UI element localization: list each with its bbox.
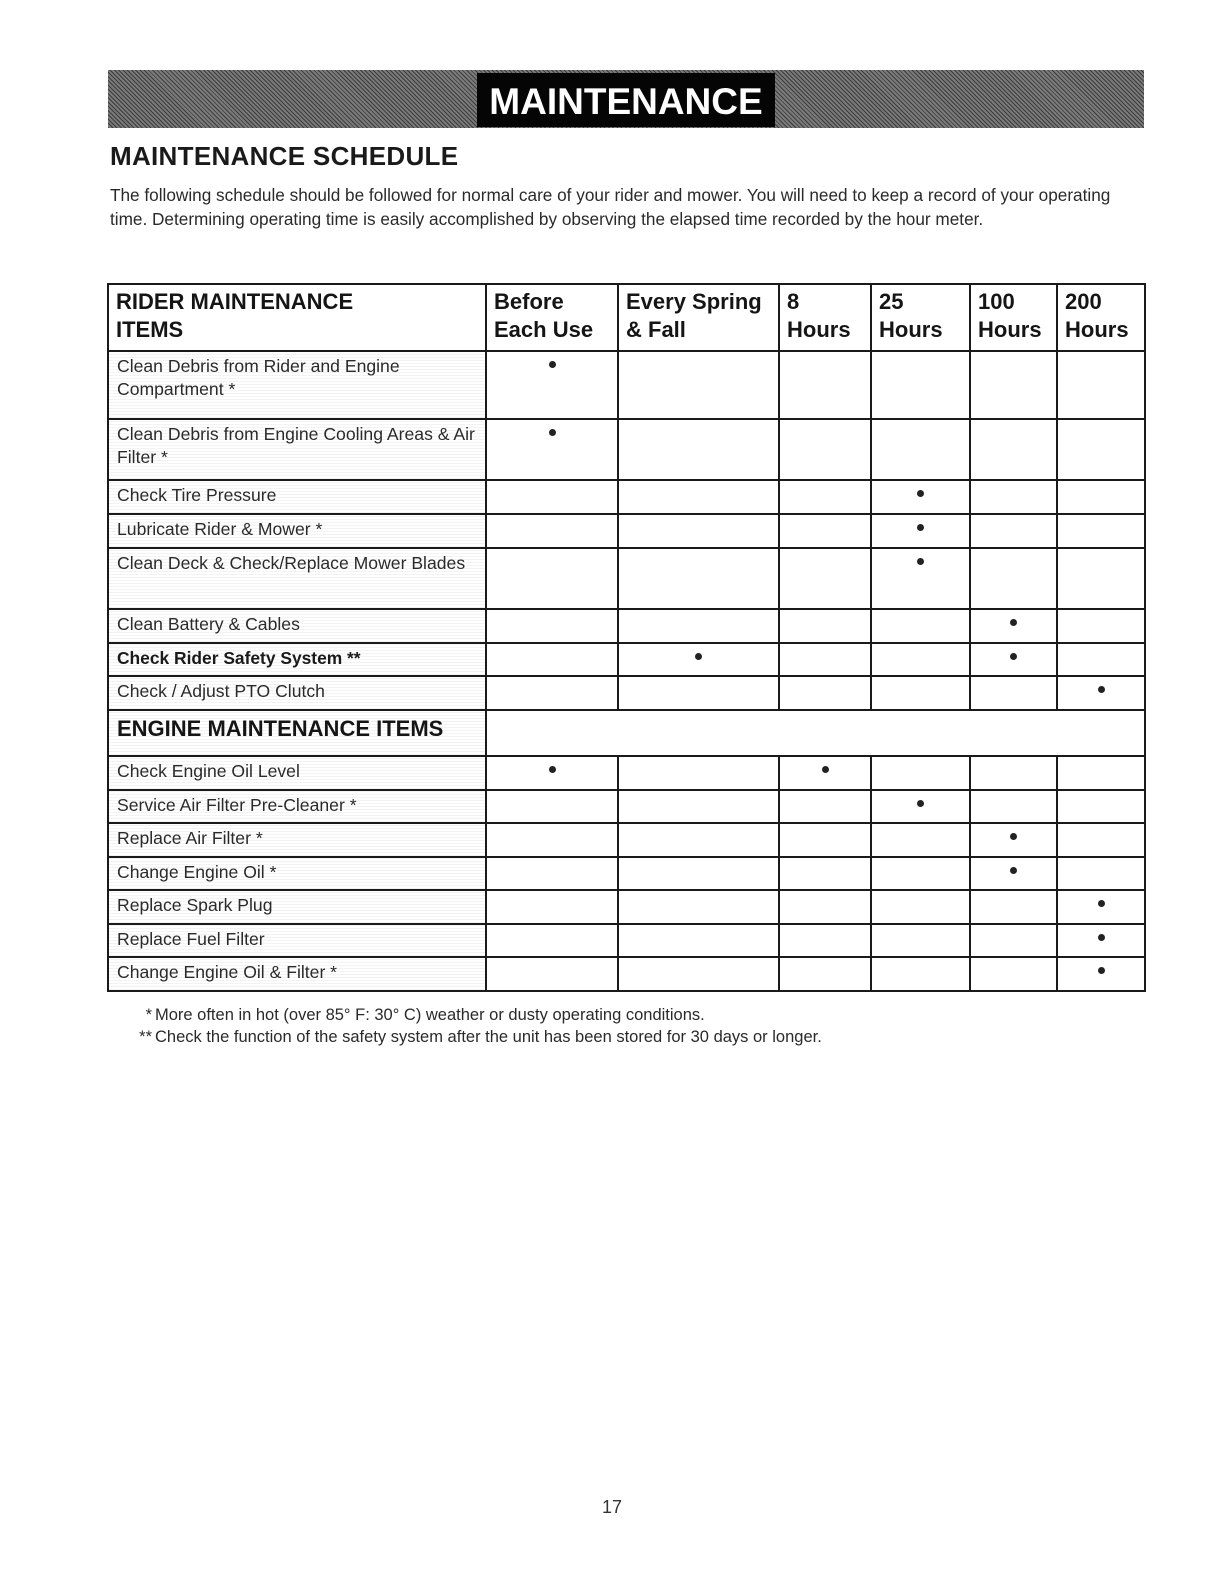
rider-mark-cell xyxy=(618,548,779,609)
engine-mark-cell xyxy=(486,823,618,857)
rider-mark-cell xyxy=(970,643,1057,676)
engine-item-label: Replace Fuel Filter xyxy=(108,924,486,957)
engine-mark-cell xyxy=(871,957,970,991)
bullet-mark-icon xyxy=(1010,619,1017,626)
rider-item-label: Clean Battery & Cables xyxy=(108,609,486,643)
engine-mark-cell xyxy=(1057,790,1145,823)
header-col-3-line-1: 8 xyxy=(787,289,800,314)
footnotes xyxy=(130,1004,822,1048)
engine-mark-cell xyxy=(779,823,871,857)
rider-mark-cell xyxy=(1057,676,1145,710)
rider-mark-cell xyxy=(970,609,1057,643)
engine-group-title: ENGINE MAINTENANCE ITEMS xyxy=(108,710,486,756)
rider-mark-cell xyxy=(486,643,618,676)
footnote-1-mark: * xyxy=(145,1006,152,1024)
table-row xyxy=(108,756,1145,790)
rider-mark-cell xyxy=(486,514,618,548)
header-every-spring-fall xyxy=(618,284,779,351)
engine-mark-cell xyxy=(618,957,779,991)
table-row xyxy=(108,890,1145,924)
engine-mark-cell xyxy=(970,857,1057,890)
table-row xyxy=(108,857,1145,890)
rider-mark-cell xyxy=(1057,419,1145,480)
header-25-hours xyxy=(871,284,970,351)
bullet-mark-icon xyxy=(1098,967,1105,974)
header-before-each-use xyxy=(486,284,618,351)
engine-mark-cell xyxy=(779,790,871,823)
bullet-mark-icon xyxy=(822,766,829,773)
engine-mark-cell xyxy=(486,857,618,890)
engine-mark-cell xyxy=(486,790,618,823)
section-heading: MAINTENANCE SCHEDULE xyxy=(110,141,459,171)
engine-mark-cell xyxy=(1057,857,1145,890)
engine-mark-cell xyxy=(970,957,1057,991)
bullet-mark-icon xyxy=(1010,653,1017,660)
rider-item-label: Check / Adjust PTO Clutch xyxy=(108,676,486,710)
header-200-hours xyxy=(1057,284,1145,351)
header-items-line-1: RIDER MAINTENANCE xyxy=(116,289,354,314)
bullet-mark-icon xyxy=(1098,686,1105,693)
header-col-2-line-1: Every Spring xyxy=(626,289,762,314)
engine-mark-cell xyxy=(779,924,871,957)
engine-mark-cell xyxy=(1057,957,1145,991)
engine-mark-cell xyxy=(871,756,970,790)
header-col-6-line-1: 200 xyxy=(1065,289,1102,314)
rider-mark-cell xyxy=(486,609,618,643)
header-8-hours xyxy=(779,284,871,351)
engine-mark-cell xyxy=(486,756,618,790)
header-100-hours xyxy=(970,284,1057,351)
engine-mark-cell xyxy=(1057,756,1145,790)
rider-item-label: Clean Deck & Check/Replace Mower Blades xyxy=(108,548,486,609)
rider-mark-cell xyxy=(486,676,618,710)
bullet-mark-icon xyxy=(917,800,924,807)
rider-item-label: Clean Debris from Engine Cooling Areas & Air Filter * xyxy=(108,419,486,480)
bullet-mark-icon xyxy=(917,490,924,497)
header-col-1-line-2: Each Use xyxy=(494,317,594,342)
engine-mark-cell xyxy=(486,890,618,924)
rider-mark-cell xyxy=(970,351,1057,419)
engine-mark-cell xyxy=(618,790,779,823)
engine-mark-cell xyxy=(970,823,1057,857)
rider-mark-cell xyxy=(486,419,618,480)
footnote-2 xyxy=(130,1026,822,1048)
rider-mark-cell xyxy=(970,419,1057,480)
rider-mark-cell xyxy=(871,514,970,548)
rider-mark-cell xyxy=(618,514,779,548)
rider-mark-cell xyxy=(871,643,970,676)
rider-mark-cell xyxy=(970,514,1057,548)
rider-mark-cell xyxy=(779,480,871,514)
engine-mark-cell xyxy=(871,857,970,890)
rider-mark-cell xyxy=(779,548,871,609)
engine-mark-cell xyxy=(1057,924,1145,957)
table-row xyxy=(108,419,1145,480)
header-items xyxy=(108,284,486,351)
engine-item-label: Replace Air Filter * xyxy=(108,823,486,857)
header-col-4-line-2: Hours xyxy=(879,317,943,342)
engine-mark-cell xyxy=(970,756,1057,790)
engine-mark-cell xyxy=(779,890,871,924)
engine-mark-cell xyxy=(1057,823,1145,857)
engine-mark-cell xyxy=(779,957,871,991)
rider-mark-cell xyxy=(779,351,871,419)
rider-mark-cell xyxy=(1057,514,1145,548)
rider-mark-cell xyxy=(618,676,779,710)
engine-mark-cell xyxy=(871,790,970,823)
rider-mark-cell xyxy=(871,480,970,514)
table-row xyxy=(108,823,1145,857)
engine-mark-cell xyxy=(779,756,871,790)
engine-item-label: Change Engine Oil * xyxy=(108,857,486,890)
bullet-mark-icon xyxy=(695,653,702,660)
rider-items-body xyxy=(108,351,1145,710)
banner-title: MAINTENANCE xyxy=(477,73,774,127)
engine-mark-cell xyxy=(779,857,871,890)
bullet-mark-icon xyxy=(549,766,556,773)
engine-item-label: Replace Spark Plug xyxy=(108,890,486,924)
footnote-2-text: Check the function of the safety system after the unit has been stored for 30 days or longer. xyxy=(155,1028,822,1046)
rider-mark-cell xyxy=(486,548,618,609)
engine-mark-cell xyxy=(970,890,1057,924)
bullet-mark-icon xyxy=(917,558,924,565)
engine-group-spacer xyxy=(486,710,1145,756)
rider-mark-cell xyxy=(1057,548,1145,609)
table-row xyxy=(108,790,1145,823)
header-col-4-line-1: 25 xyxy=(879,289,904,314)
engine-mark-cell xyxy=(486,957,618,991)
engine-mark-cell xyxy=(618,857,779,890)
rider-mark-cell xyxy=(618,609,779,643)
rider-mark-cell xyxy=(1057,351,1145,419)
bullet-mark-icon xyxy=(549,429,556,436)
header-col-3-line-2: Hours xyxy=(787,317,851,342)
rider-mark-cell xyxy=(486,351,618,419)
engine-mark-cell xyxy=(486,924,618,957)
table-row xyxy=(108,351,1145,419)
engine-item-label: Check Engine Oil Level xyxy=(108,756,486,790)
bullet-mark-icon xyxy=(1098,934,1105,941)
engine-mark-cell xyxy=(618,823,779,857)
footnote-2-mark: ** xyxy=(139,1028,152,1046)
header-col-1-line-1: Before xyxy=(494,289,564,314)
engine-item-label: Change Engine Oil & Filter * xyxy=(108,957,486,991)
rider-mark-cell xyxy=(871,676,970,710)
rider-mark-cell xyxy=(1057,643,1145,676)
rider-item-label: Check Rider Safety System ** xyxy=(108,643,486,676)
header-col-5-line-1: 100 xyxy=(978,289,1015,314)
engine-mark-cell xyxy=(871,924,970,957)
header-items-line-2: ITEMS xyxy=(116,317,184,342)
bullet-mark-icon xyxy=(1010,867,1017,874)
section-banner xyxy=(108,70,1144,128)
table-row xyxy=(108,514,1145,548)
rider-mark-cell xyxy=(871,351,970,419)
intro-paragraph: The following schedule should be followed for normal care of your rider and mower. You will need to keep a record of your operating time. Determining operating time is easily accomplished by observing the elapsed time recorded by the hour meter. xyxy=(110,185,1111,229)
rider-mark-cell xyxy=(779,609,871,643)
rider-mark-cell xyxy=(779,643,871,676)
rider-mark-cell xyxy=(779,676,871,710)
rider-mark-cell xyxy=(871,419,970,480)
rider-mark-cell xyxy=(618,643,779,676)
rider-mark-cell xyxy=(1057,609,1145,643)
header-col-2-line-2: & Fall xyxy=(626,317,686,342)
rider-item-label: Lubricate Rider & Mower * xyxy=(108,514,486,548)
rider-mark-cell xyxy=(871,609,970,643)
engine-mark-cell xyxy=(1057,890,1145,924)
engine-mark-cell xyxy=(970,790,1057,823)
engine-mark-cell xyxy=(970,924,1057,957)
engine-items-body xyxy=(108,756,1145,991)
engine-group-row xyxy=(108,710,1145,756)
header-col-6-line-2: Hours xyxy=(1065,317,1129,342)
header-col-5-line-2: Hours xyxy=(978,317,1042,342)
bullet-mark-icon xyxy=(549,361,556,368)
table-row xyxy=(108,480,1145,514)
rider-item-label: Clean Debris from Rider and Engine Compartment * xyxy=(108,351,486,419)
engine-mark-cell xyxy=(871,890,970,924)
rider-mark-cell xyxy=(779,419,871,480)
rider-mark-cell xyxy=(486,480,618,514)
rider-mark-cell xyxy=(970,676,1057,710)
rider-mark-cell xyxy=(970,480,1057,514)
table-row xyxy=(108,643,1145,676)
engine-mark-cell xyxy=(871,823,970,857)
bullet-mark-icon xyxy=(1098,900,1105,907)
rider-mark-cell xyxy=(970,548,1057,609)
rider-mark-cell xyxy=(618,351,779,419)
table-row xyxy=(108,548,1145,609)
footnote-1-text: More often in hot (over 85° F: 30° C) weather or dusty operating conditions. xyxy=(155,1006,705,1024)
table-header-row xyxy=(108,284,1145,351)
engine-group-body xyxy=(108,710,1145,756)
page-number: 17 xyxy=(601,1497,623,1517)
rider-item-label: Check Tire Pressure xyxy=(108,480,486,514)
engine-item-label: Service Air Filter Pre-Cleaner * xyxy=(108,790,486,823)
bullet-mark-icon xyxy=(1010,833,1017,840)
rider-mark-cell xyxy=(618,480,779,514)
maintenance-schedule-table xyxy=(107,283,1146,992)
table-row xyxy=(108,957,1145,991)
footnote-1 xyxy=(130,1004,822,1026)
engine-mark-cell xyxy=(618,924,779,957)
engine-mark-cell xyxy=(618,890,779,924)
rider-mark-cell xyxy=(871,548,970,609)
table-row xyxy=(108,609,1145,643)
rider-mark-cell xyxy=(779,514,871,548)
bullet-mark-icon xyxy=(917,524,924,531)
engine-mark-cell xyxy=(618,756,779,790)
table-row xyxy=(108,676,1145,710)
rider-mark-cell xyxy=(618,419,779,480)
table-row xyxy=(108,924,1145,957)
rider-mark-cell xyxy=(1057,480,1145,514)
